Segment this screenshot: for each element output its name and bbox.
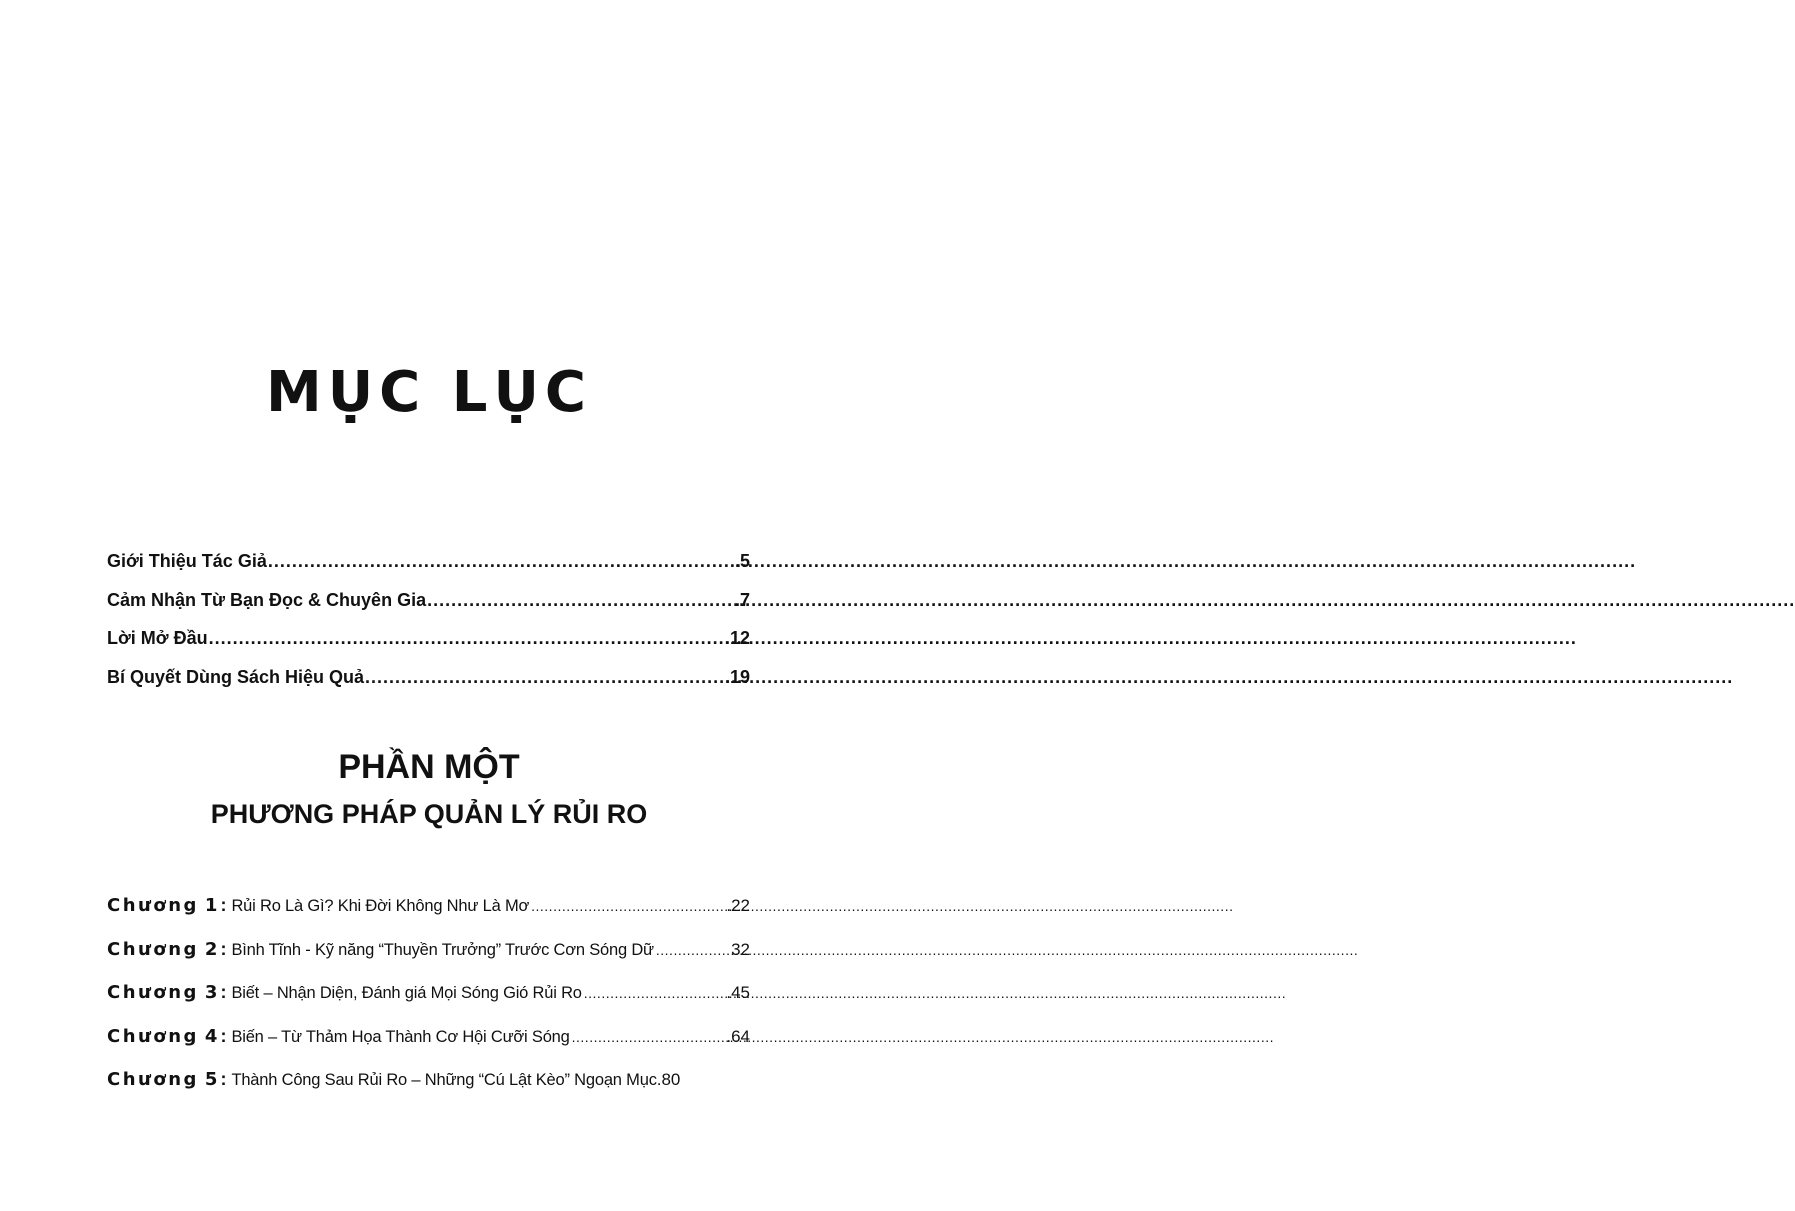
chapter-list: [107, 890, 750, 1108]
chapter-title: Biến – Từ Thảm Họa Thành Cơ Hội Cưỡi Sóng: [231, 1027, 570, 1046]
toc-entry-page: .7: [734, 589, 750, 610]
chapter-title: Rủi Ro Là Gì? Khi Đời Không Như Là Mơ: [231, 897, 530, 915]
chapter-title: Bình Tĩnh - Kỹ năng “Thuyền Trưởng” Trước Cơn Sóng Dữ: [231, 940, 654, 959]
toc-entry-label: Lời Mở Đầu: [107, 628, 208, 648]
toc-entry-reader-reviews[interactable]: [107, 585, 750, 624]
chapter-number: 3: [204, 982, 218, 1003]
toc-entry-usage-tips[interactable]: [107, 662, 750, 701]
document-page: [0, 0, 858, 1211]
toc-chapter-3[interactable]: [107, 977, 750, 1021]
chapter-number: 4: [204, 1025, 218, 1047]
chapter-prefix: Chương: [107, 938, 199, 960]
dot-leader: [531, 891, 724, 921]
toc-entry-label: Bí Quyết Dùng Sách Hiệu Quả: [107, 666, 365, 687]
toc-chapter-2[interactable]: [107, 934, 750, 978]
dot-leader: [572, 1022, 725, 1052]
toc-entry-page: .12: [724, 628, 750, 648]
toc-entry-page: .19: [724, 666, 750, 687]
dot-leader: [427, 585, 734, 615]
toc-entry-author-intro[interactable]: [107, 546, 750, 585]
chapter-colon: :: [220, 1025, 227, 1046]
toc-chapter-5[interactable]: [107, 1064, 750, 1108]
chapter-number: 5: [204, 1069, 218, 1090]
dot-leader: [209, 623, 724, 653]
toc-chapter-1[interactable]: [107, 890, 750, 934]
chapter-prefix: Chương: [107, 895, 199, 916]
chapter-colon: :: [220, 982, 227, 1002]
chapter-title: Biết – Nhận Diện, Đánh giá Mọi Sóng Gió Rủi Ro: [231, 984, 582, 1002]
toc-entry-label: Giới Thiệu Tác Giả: [107, 551, 267, 571]
chapter-page: .45: [726, 983, 750, 1002]
front-matter-list: [107, 546, 750, 700]
toc-entry-foreword[interactable]: [107, 623, 750, 662]
chapter-prefix: Chương: [107, 1025, 199, 1047]
dot-leader: [365, 662, 724, 692]
chapter-number: 2: [204, 938, 218, 960]
dot-leader: [584, 978, 725, 1008]
toc-chapter-4[interactable]: [107, 1021, 750, 1065]
part-title: PHẦN MỘT: [338, 748, 520, 786]
chapter-page: .80: [656, 1070, 681, 1089]
dot-leader: [268, 546, 734, 576]
part-subtitle: PHƯƠNG PHÁP QUẢN LÝ RỦI RO: [210, 799, 648, 829]
chapter-colon: :: [220, 895, 227, 915]
chapter-page: .64: [726, 1026, 750, 1046]
chapter-number: 1: [204, 895, 218, 916]
chapter-prefix: Chương: [107, 982, 199, 1003]
dot-leader: [656, 935, 729, 965]
chapter-page: 32: [731, 939, 750, 959]
chapter-page: .22: [726, 896, 750, 915]
chapter-colon: :: [220, 1069, 227, 1089]
chapter-title: Thành Công Sau Rủi Ro – Những “Cú Lật Kèo” Ngoạn Mục: [231, 1071, 657, 1089]
chapter-colon: :: [220, 938, 227, 959]
page-title: MỤC LỤC: [265, 360, 593, 425]
chapter-prefix: Chương: [107, 1069, 199, 1090]
toc-entry-label: Cảm Nhận Từ Bạn Đọc & Chuyên Gia: [107, 589, 427, 610]
toc-entry-page: .5: [734, 551, 750, 571]
